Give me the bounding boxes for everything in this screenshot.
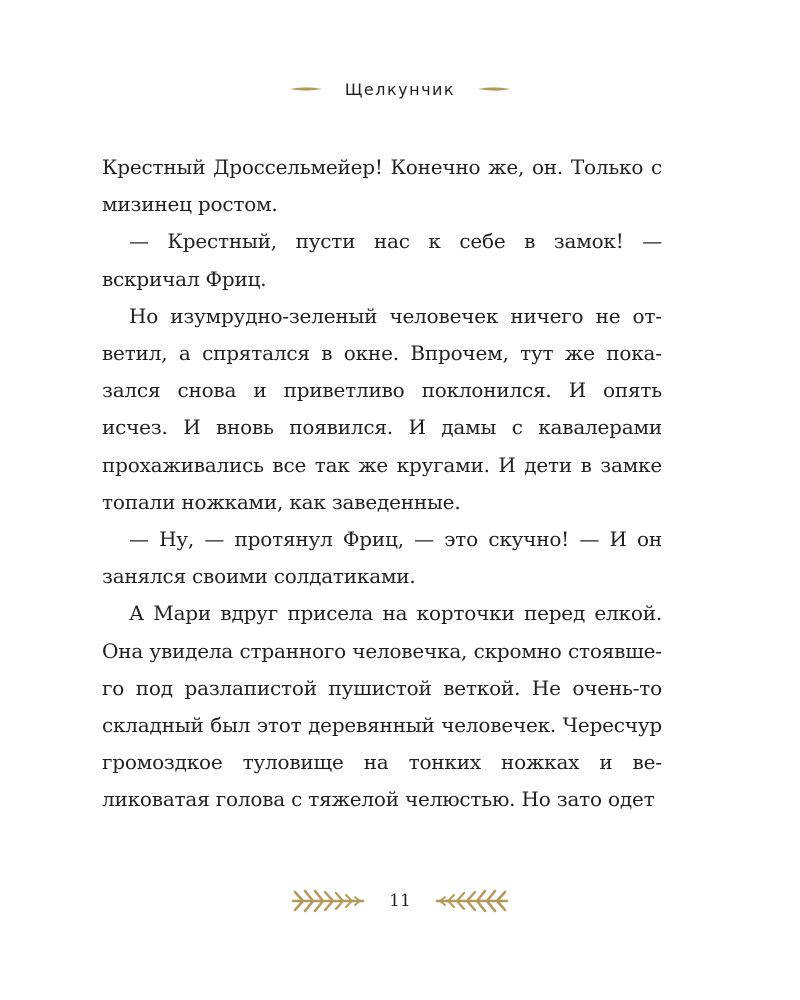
right-ornament-dash-icon — [477, 85, 511, 93]
left-ornament-dash-icon — [289, 85, 323, 93]
book-title: Щелкунчик — [344, 79, 456, 99]
page-footer — [0, 883, 800, 919]
paragraph: А Мари вдруг присела на корточки перед елкой. Она увидела странного человечка, скромно стоявшего под разлапистой пушистой веткой. Не очень-то складный был этот деревянный человечек. Чересчур громоздкое туловище на тонких ножках и великоватая голова с тяжелой челюстью. Но зато одет — [102, 601, 662, 812]
page-number: 11 — [389, 891, 411, 911]
running-header — [0, 74, 800, 104]
paragraph: Крестный Дроссельмейер! Конечно же, он. Только с мизинец ростом. — [102, 155, 662, 217]
right-fir-branch-icon — [433, 886, 509, 916]
page-body-text — [102, 149, 662, 819]
left-fir-branch-icon — [291, 886, 367, 916]
paragraph: — Крестный, пусти нас к себе в замок! — вскричал Фриц. — [102, 229, 662, 291]
paragraph: — Ну, — протянул Фриц, — это скучно! — И он занялся своими солдатиками. — [102, 527, 662, 589]
paragraph: Но изумрудно-зеленый человечек ничего не ответил, а спрятался в окне. Впрочем, тут же показался снова и приветливо поклонился. И опять исчез. И вновь появился. И дамы с кавалерами прохаживались все так же кругами. И дети в замке топали ножками, как заведенные. — [102, 303, 662, 514]
